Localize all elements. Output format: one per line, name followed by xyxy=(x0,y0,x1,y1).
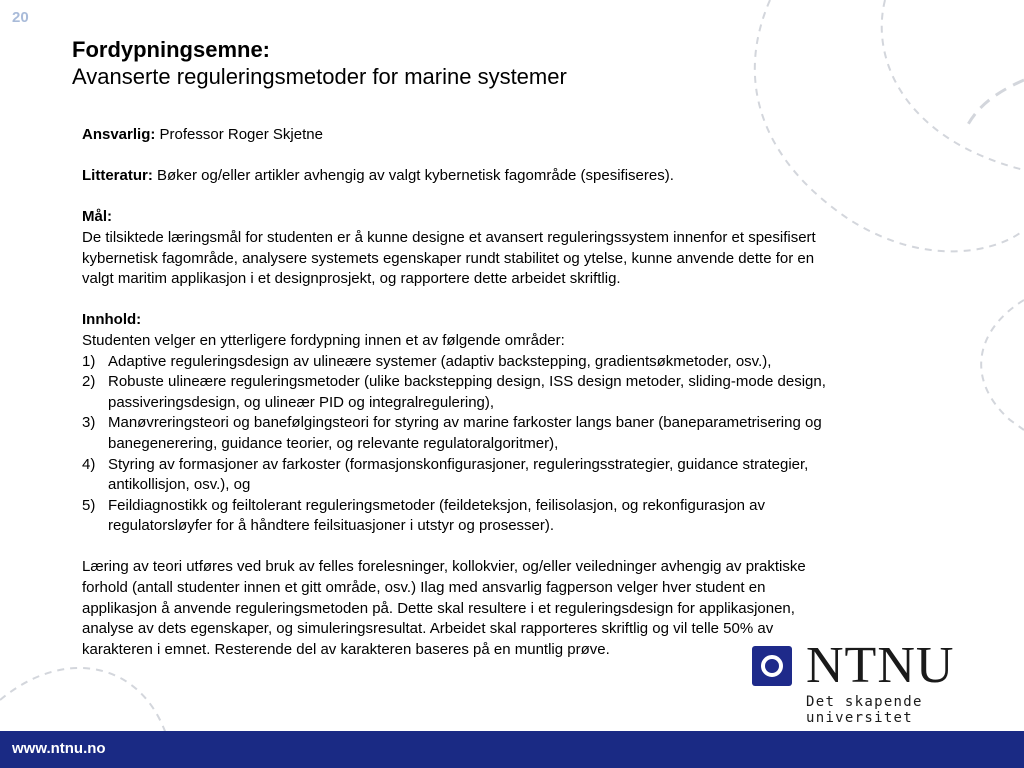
closing-line: karakteren i emnet. Resterende del av karakteren baseres på en muntlig prøve. xyxy=(82,640,610,658)
footer-bar xyxy=(0,731,1024,768)
responsible-line xyxy=(82,125,942,146)
ntnu-logo-mark-icon xyxy=(752,646,792,686)
title-block xyxy=(72,36,567,91)
list-item xyxy=(82,496,942,537)
list-item-line: Robuste ulineære reguleringsmetoder (ulike backstepping design, ISS design metoder, sliding-mode design, xyxy=(108,373,826,391)
list-item-line: banegenerering, guidance teorier, og relevante regulatoralgoritmer), xyxy=(108,434,559,452)
literature-label: Litteratur: xyxy=(82,167,153,185)
list-item xyxy=(82,372,942,413)
list-item-line: regulatorsløyfer for å håndtere feilsituasjoner i utstyr og prosesser). xyxy=(108,517,555,535)
literature-value: Bøker og/eller artikler avhengig av valgt kybernetisk fagområde (spesifiseres). xyxy=(152,167,674,185)
literature-line xyxy=(82,166,942,187)
closing-line: Læring av teori utføres ved bruk av felles forelesninger, kollokvier, og/eller veiledninger avhengig av praktiske xyxy=(82,558,806,576)
slide-content xyxy=(82,125,942,660)
list-item-line: Feildiagnostikk og feiltolerant reguleringsmetoder (feildeteksjon, feilisolasjon, og rekonfigurasjon av xyxy=(108,496,766,514)
list-item-number: 3) xyxy=(82,414,96,432)
goals-line: kybernetisk fagområde, analysere systemets egenskaper rundt stabilitet og ytelse, kunne anvende dette for en xyxy=(82,249,815,267)
list-item-number: 5) xyxy=(82,496,96,514)
page-subtitle: Avanserte reguleringsmetoder for marine systemer xyxy=(72,64,567,89)
footer-url: www.ntnu.no xyxy=(12,740,106,757)
topic-list xyxy=(82,352,942,537)
closing-line: forhold (antall studenter innen et gitt område, osv.) Ilag med ansvarlig fagperson velger hver student en xyxy=(82,579,766,597)
list-item-line: antikollisjon, osv.), og xyxy=(108,476,251,494)
list-item xyxy=(82,455,942,496)
goals-heading: Mål: xyxy=(82,208,112,226)
list-item-line: Styring av formasjoner av farkoster (formasjonskonfigurasjoner, reguleringsstrategier, guidance strategier, xyxy=(108,455,809,473)
responsible-value: Professor Roger Skjetne xyxy=(155,126,323,143)
list-item xyxy=(82,413,942,454)
closing-line: analyse av dets egenskaper, og simuleringsresultat. Arbeidet skal rapporteres skriftlig og vil telle 50% av xyxy=(82,620,774,638)
list-item-number: 1) xyxy=(82,352,96,370)
page-title: Fordypningsemne: xyxy=(72,37,271,62)
list-item-line: passiveringsdesign, og ulineær PID og integralregulering), xyxy=(108,393,495,411)
list-item-number: 2) xyxy=(82,373,96,391)
responsible-label: Ansvarlig: xyxy=(82,126,156,143)
slide-number: 20 xyxy=(12,9,29,26)
ntnu-wordmark: NTNU xyxy=(806,637,955,694)
list-item-number: 4) xyxy=(82,455,96,473)
list-item-line: Adaptive reguleringsdesign av ulineære systemer (adaptiv backstepping, gradientsøkmetoder, osv.), xyxy=(108,352,772,370)
ntnu-tagline: Det skapende universitet xyxy=(806,694,923,726)
content-intro: Studenten velger en ytterligere fordypning innen et av følgende områder: xyxy=(82,331,565,349)
goals-line: De tilsiktede læringsmål for studenten er å kunne designe et avansert reguleringssystem innenfor et spesifisert xyxy=(82,228,816,246)
ntnu-logo xyxy=(752,637,1002,726)
list-item-line: Manøvreringsteori og banefølgingsteori for styring av marine farkoster langs baner (baneparametrisering og xyxy=(108,414,822,432)
list-item xyxy=(82,352,942,373)
closing-line: applikasjon å anvende reguleringsmetoden på. Dette skal resultere i et reguleringsdesign for applikasjonen, xyxy=(82,599,795,617)
content-heading: Innhold: xyxy=(82,311,142,329)
goals-line: valgt maritim applikasjon i et designprosjekt, og rapportere dette arbeidet skriftlig. xyxy=(82,270,621,288)
